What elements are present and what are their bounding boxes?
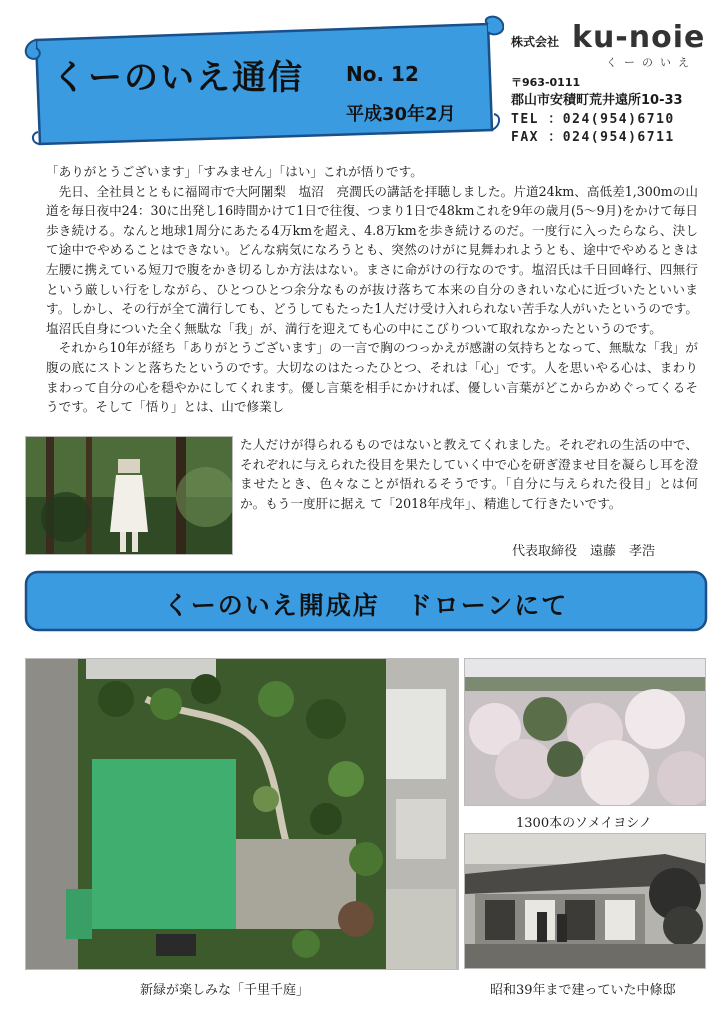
old-house-caption: 昭和39年まで建っていた中條邸 (490, 983, 676, 998)
cherry-blossom-caption: 1300本のソメイヨシノ (516, 816, 652, 831)
section-title: くーのいえ開成店 ドローンにて (163, 591, 569, 620)
old-house-photo (464, 833, 706, 969)
aerial-garden-photo (25, 658, 459, 970)
article-paragraph-continued: た人だけが得られるものではないと教えてくれました。それぞれの生活の中で、それぞれに与えられた役目を果たしていく中で心を研ぎ澄ませ目を凝らし耳を澄ませたとき、色々なことが悟れるそうです。「自分に与えられた役目」とは何か。もう一度肝に据え て「2018年戌年」、精進して行きたいです。 (240, 437, 698, 511)
newsletter-title: くーのいえ通信 (52, 58, 304, 98)
issue-date: 平成30年2月 (346, 104, 456, 125)
cherry-blossom-photo (464, 658, 706, 806)
postal-code: 〒963-0111 (511, 76, 581, 89)
article-paragraph: それから10年が経ち「ありがとうございます」の一言で胸のつっかえが感謝の気持ちとなって、無駄な「我」が腹の底にストンと落ちたというのです。大切なのはたったひとつ、それは「心」です。人を思いやる心は、まわりまわって自分の心を穏やかにしてくれます。優し言葉を相手にかければ、優しい言葉がどこからかめぐってくるそうです。そして「悟り」とは、山で修業し (46, 340, 698, 415)
article-body (46, 162, 698, 417)
article-paragraph: 「ありがとうございます」「すみません」「はい」これが悟りです。 (46, 164, 423, 179)
company-address: 郡山市安積町荒井遠所10-33 (511, 93, 683, 108)
priest-photo (25, 436, 233, 555)
company-fax: FAX ：024(954)6711 (511, 130, 675, 145)
company-type: 株式会社 (511, 35, 560, 49)
company-logo: ku-noie (572, 20, 706, 55)
issue-number: No. 12 (346, 62, 419, 86)
company-logo-kana: くーのいえ (606, 56, 696, 69)
company-tel: TEL ：024(954)6710 (511, 112, 675, 127)
aerial-garden-caption: 新緑が楽しみな「千里千庭」 (140, 983, 310, 998)
article-signature: 代表取締役 遠藤 孝浩 (512, 544, 656, 559)
article-paragraph: 先日、全社員とともに福岡市で大阿闍梨 塩沼 亮潤氏の講話を拝聴しました。片道24km、高低差1,300mの山道を毎日夜中24：30に出発し16時間かけて1日で往復、つまり1日で48kmこれを9年の歳月(5～9月)をかけて毎日歩き続ける。なんと地球1周分にあたる4万kmを超え、4.8万kmを歩き続けるのだ。一度行に入ったらなら、決して途中でやめることはできない。どんな病気になろうとも、突然のけがに見舞われようとも、途中でやめるときは左腰に携えている短刀で腹をかき切るしか方法はない。まさに命がけの行なのです。塩沼氏は千日回峰行、四無行という厳しい行をしながら、ひとつひとつ余分なものが抜け落ちて本来の自分のきれいな心に近づいたといいます。しかし、その行が全て満行しても、どうしてもたった1人だけ受け入れられない苦手な人がいたというのです。塩沼氏自身についた全く無駄な「我」が、満行を迎えても心の中にこびりついて取れなかったというのです。 (46, 183, 698, 336)
